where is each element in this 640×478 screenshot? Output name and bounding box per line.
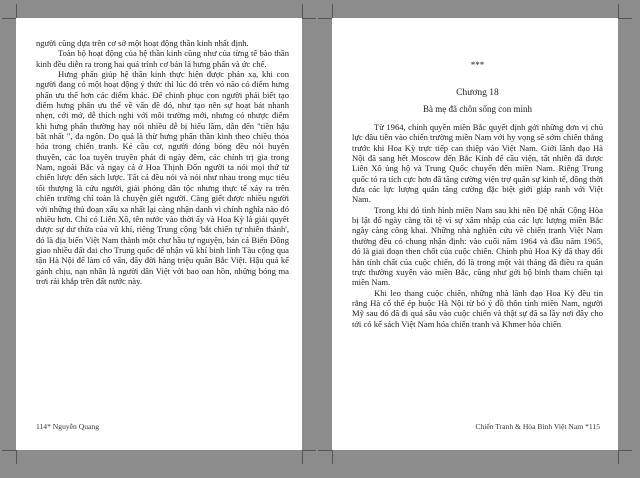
right-page-text (352, 60, 603, 329)
paragraph: Trong khi đó tình hình miền Nam sau khi nền Đệ nhất Cộng Hòa bị lật đổ ngày càng tồi tệ vì sự xâm nhập của các lực lượng miền Bắc ngày càng công khai. Những nhà nghiên cứu về chiến tranh Việt Nam thường đều có chung nhận định: vào cuối năm 1964 và đầu năm 1965, đó là giai đoạn then chốt của cuộc chiến. Chính phủ Hoa Kỳ đã thay đổi hẳn tính chất của cuộc chiến, đó là trong một vài tháng đã điều ra quân trực thường xuyên vào miền Bắc, cũng như gởi bộ binh tham chiến tại miền Nam. (352, 204, 603, 288)
left-page (16, 18, 302, 450)
crop-mark (302, 450, 316, 451)
page-footer: Chiến Tranh & Hòa Bình Việt Nam *115 (475, 422, 600, 431)
chapter-subtitle: Bà mẹ đã chôn sống con mình (423, 103, 532, 114)
paragraph: Hưng phấn giúp hệ thần kinh thực hiện được phản xạ, khi con người đang có một hoạt động ý thức thì lúc đó trên vỏ não có điểm hưng phấn ưu thế hơn các điểm khác. Để chinh phục con người phải biết tạo điểm hưng phấn ưu thế về vấn đề đó, như tạo nên sự hoạt bát nhanh nhẹn, cởi mở, dễ thích nghi với môi trường mới, nhưng có nhược điểm khi hưng phấn thường hay nói nhiều dễ bị hiếu lầm, dẫn đến "tiền hậu bất nhất ", đa ngôn. Do quá là thừ hưng phấn thần kinh theo chiều thỏa hóa trong chiến tranh. Kẻ cầu cơ, người đóng bóng đều nói huyên thuyên, các loa tuyên truyền phát đi ngày đêm, các chính trị gia trong Nam, ngoài Bắc và ngay cả ở Hoa Thịnh Đốn người ta nói mọi thứ từ chiến lược đến sách lược. Tất cả đều nói và nói như nhau trong mục tiêu tối thượng là cứu người, giải phóng dân tộc nhưng thực tế xảy ra trên chiến trường chỉ toàn là chuyện giết người. Càng giết được nhiều người với những thủ đoạn xấu xa nhất lại càng nhận danh vì chính nghĩa nào đó nhiều hơn. Chỉ có Liên Xô, tên nước vào thời ấy và Hoa Kỳ là giải quyết được sự dư thừa của vũ khí, riêng Trung cộng 'bắt chiến tự nhiên thành', đó là địa biển Việt Nam thành một chư hầu tự nguyện, bán cả Biển Đông giao nhiều đất đai cho Trung quốc để nhận vũ khí binh lính Tàu cộng qua tận Hà Nội để làm cố vấn, đẩy đời hàng triệu quân Bắc Việt. Hậu quả kể gánh chịu, nạn nhân là người dân Việt với bao oan hồn, những bóng ma trơi rải khắp trên đất nước này. (36, 69, 289, 286)
crop-mark (618, 18, 632, 19)
paragraph: Toàn bộ hoạt động của hệ thần kinh cũng như của từng tế bào thần kinh đều diễn ra trong hai quá trình cơ bản là hưng phấn và ức chế. (36, 48, 289, 69)
crop-mark (318, 450, 332, 451)
crop-mark (332, 450, 333, 464)
crop-mark (332, 4, 333, 18)
section-separator: *** (470, 60, 485, 70)
left-page-text (36, 38, 289, 286)
crop-mark (16, 4, 17, 18)
page-footer: 114* Nguyễn Quang (36, 422, 99, 431)
crop-mark (618, 4, 619, 18)
crop-mark (318, 18, 332, 19)
crop-mark (618, 450, 632, 451)
crop-mark (16, 450, 17, 464)
crop-mark (302, 450, 303, 464)
chapter-title: Chương 18 (456, 88, 499, 99)
paragraph: Khi leo thang cuộc chiến, những nhà lãnh đạo Hoa Kỳ đều tin rằng Hà cố thể ép buộc Hà Nội từ bỏ ý đồ thôn tính miền Nam, người Mỹ sau đó đã đi quá sâu vào cuộc chiến và thật sự đã sa lầy nơi đây cho tới có kế sách Việt Nam hóa chiến tranh và Khmer hóa chiến (352, 287, 603, 329)
crop-mark (2, 450, 16, 451)
crop-mark (302, 18, 316, 19)
crop-mark (302, 4, 303, 18)
paragraph: người cũng dựa trên cơ sở một hoạt động thần kinh nhất định. (36, 38, 249, 48)
paragraph: Từ 1964, chính quyền miền Bắc quyết định gởi những đơn vị chủ lực đầu tiên vào chiến trường miền Nam với hy vọng sẽ sớm chiến thắng trước khi Hoa Kỳ trực tiếp can thiệp vào Việt Nam. Giới lãnh đạo Hà Nội đã sang hết Moscow đến Bắc Kinh để cầu viện, tất nhiên đã được Liên Xô ủng hộ và Trung Quốc chuyển đến miền Nam. Riêng Trung quốc tỏ ra tích cực hơn đã tăng cường viện trợ quân sự kinh tế, đồng thời đưa các lực lượng quân tăng cường đặc biệt giới giáp ranh với Việt Nam. (352, 122, 603, 205)
crop-mark (2, 18, 16, 19)
crop-mark (618, 450, 619, 464)
right-page (332, 18, 618, 450)
